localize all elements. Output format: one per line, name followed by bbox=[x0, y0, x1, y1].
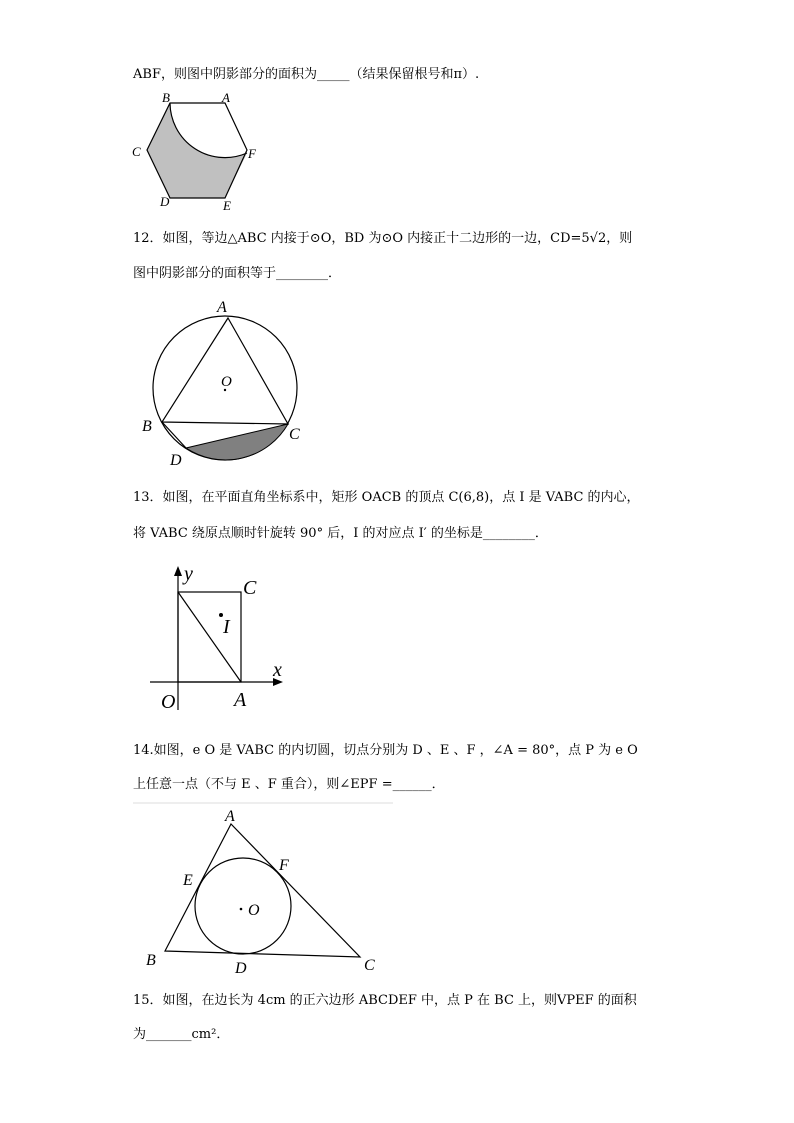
label-A: A bbox=[222, 90, 230, 105]
label-C: C bbox=[132, 144, 141, 159]
q15-line2: 为_______cm²． bbox=[133, 1027, 230, 1042]
figure-incircle-q14 bbox=[140, 805, 390, 980]
label-D: D bbox=[235, 960, 247, 977]
label-F: F bbox=[248, 146, 256, 161]
label-B: B bbox=[146, 952, 156, 969]
label-E: E bbox=[223, 198, 231, 213]
q13-line2: 将 VABC 绕原点顺时针旋转 90° 后，I 的对应点 I′ 的坐标是________． bbox=[133, 526, 548, 541]
shaded-segment bbox=[186, 424, 288, 460]
label-D: D bbox=[170, 452, 182, 469]
figure-hexagon-q11 bbox=[128, 88, 268, 213]
separator-line bbox=[133, 802, 393, 804]
q14-line1: 14.如图，e O 是 VABC 的内切圆，切点分别为 D 、E 、F ，∠A = 80°，点 P 为 e O bbox=[133, 743, 638, 758]
label-D: D bbox=[160, 194, 170, 209]
label-A: A bbox=[217, 299, 227, 316]
label-C: C bbox=[243, 577, 257, 599]
q15-line1: 15．如图，在边长为 4cm 的正六边形 ABCDEF 中，点 P 在 BC 上，则VPEF 的面积 bbox=[133, 993, 637, 1008]
label-B: B bbox=[142, 418, 152, 435]
label-C: C bbox=[289, 426, 300, 443]
q14-line2: 上任意一点（不与 E 、F 重合），则∠EPF =______． bbox=[133, 777, 445, 792]
label-A: A bbox=[234, 689, 247, 711]
segment-BD bbox=[162, 422, 186, 448]
figure-coordinate-q13 bbox=[145, 560, 305, 720]
diagonal-AB bbox=[178, 592, 241, 682]
label-E: E bbox=[183, 872, 193, 889]
center-dot bbox=[240, 908, 243, 911]
label-O: O bbox=[248, 902, 260, 919]
label-I: I bbox=[223, 616, 230, 638]
label-C: C bbox=[364, 957, 375, 974]
label-F: F bbox=[279, 857, 289, 874]
label-y: y bbox=[184, 563, 193, 585]
label-O: O bbox=[221, 374, 232, 390]
incircle-O bbox=[195, 858, 291, 954]
y-arrow bbox=[174, 566, 182, 576]
figure-circle-triangle-q12 bbox=[138, 294, 338, 474]
label-A: A bbox=[225, 808, 235, 825]
triangle-ABC bbox=[165, 824, 360, 957]
q11-text: ABF，则图中阴影部分的面积为_____（结果保留根号和π）. bbox=[133, 67, 480, 82]
triangle-ABC bbox=[162, 318, 288, 424]
label-B: B bbox=[162, 90, 170, 105]
q13-line1: 13．如图，在平面直角坐标系中，矩形 OACB 的顶点 C(6,8)，点 I 是 VABC 的内心， bbox=[133, 490, 640, 505]
label-O: O bbox=[161, 691, 176, 713]
q12-line2: 图中阴影部分的面积等于________． bbox=[133, 266, 342, 281]
label-x: x bbox=[273, 659, 282, 681]
q12-line1: 12．如图，等边△ABC 内接于⊙O，BD 为⊙O 内接正十二边形的一边，CD=5√2，则 bbox=[133, 231, 633, 246]
